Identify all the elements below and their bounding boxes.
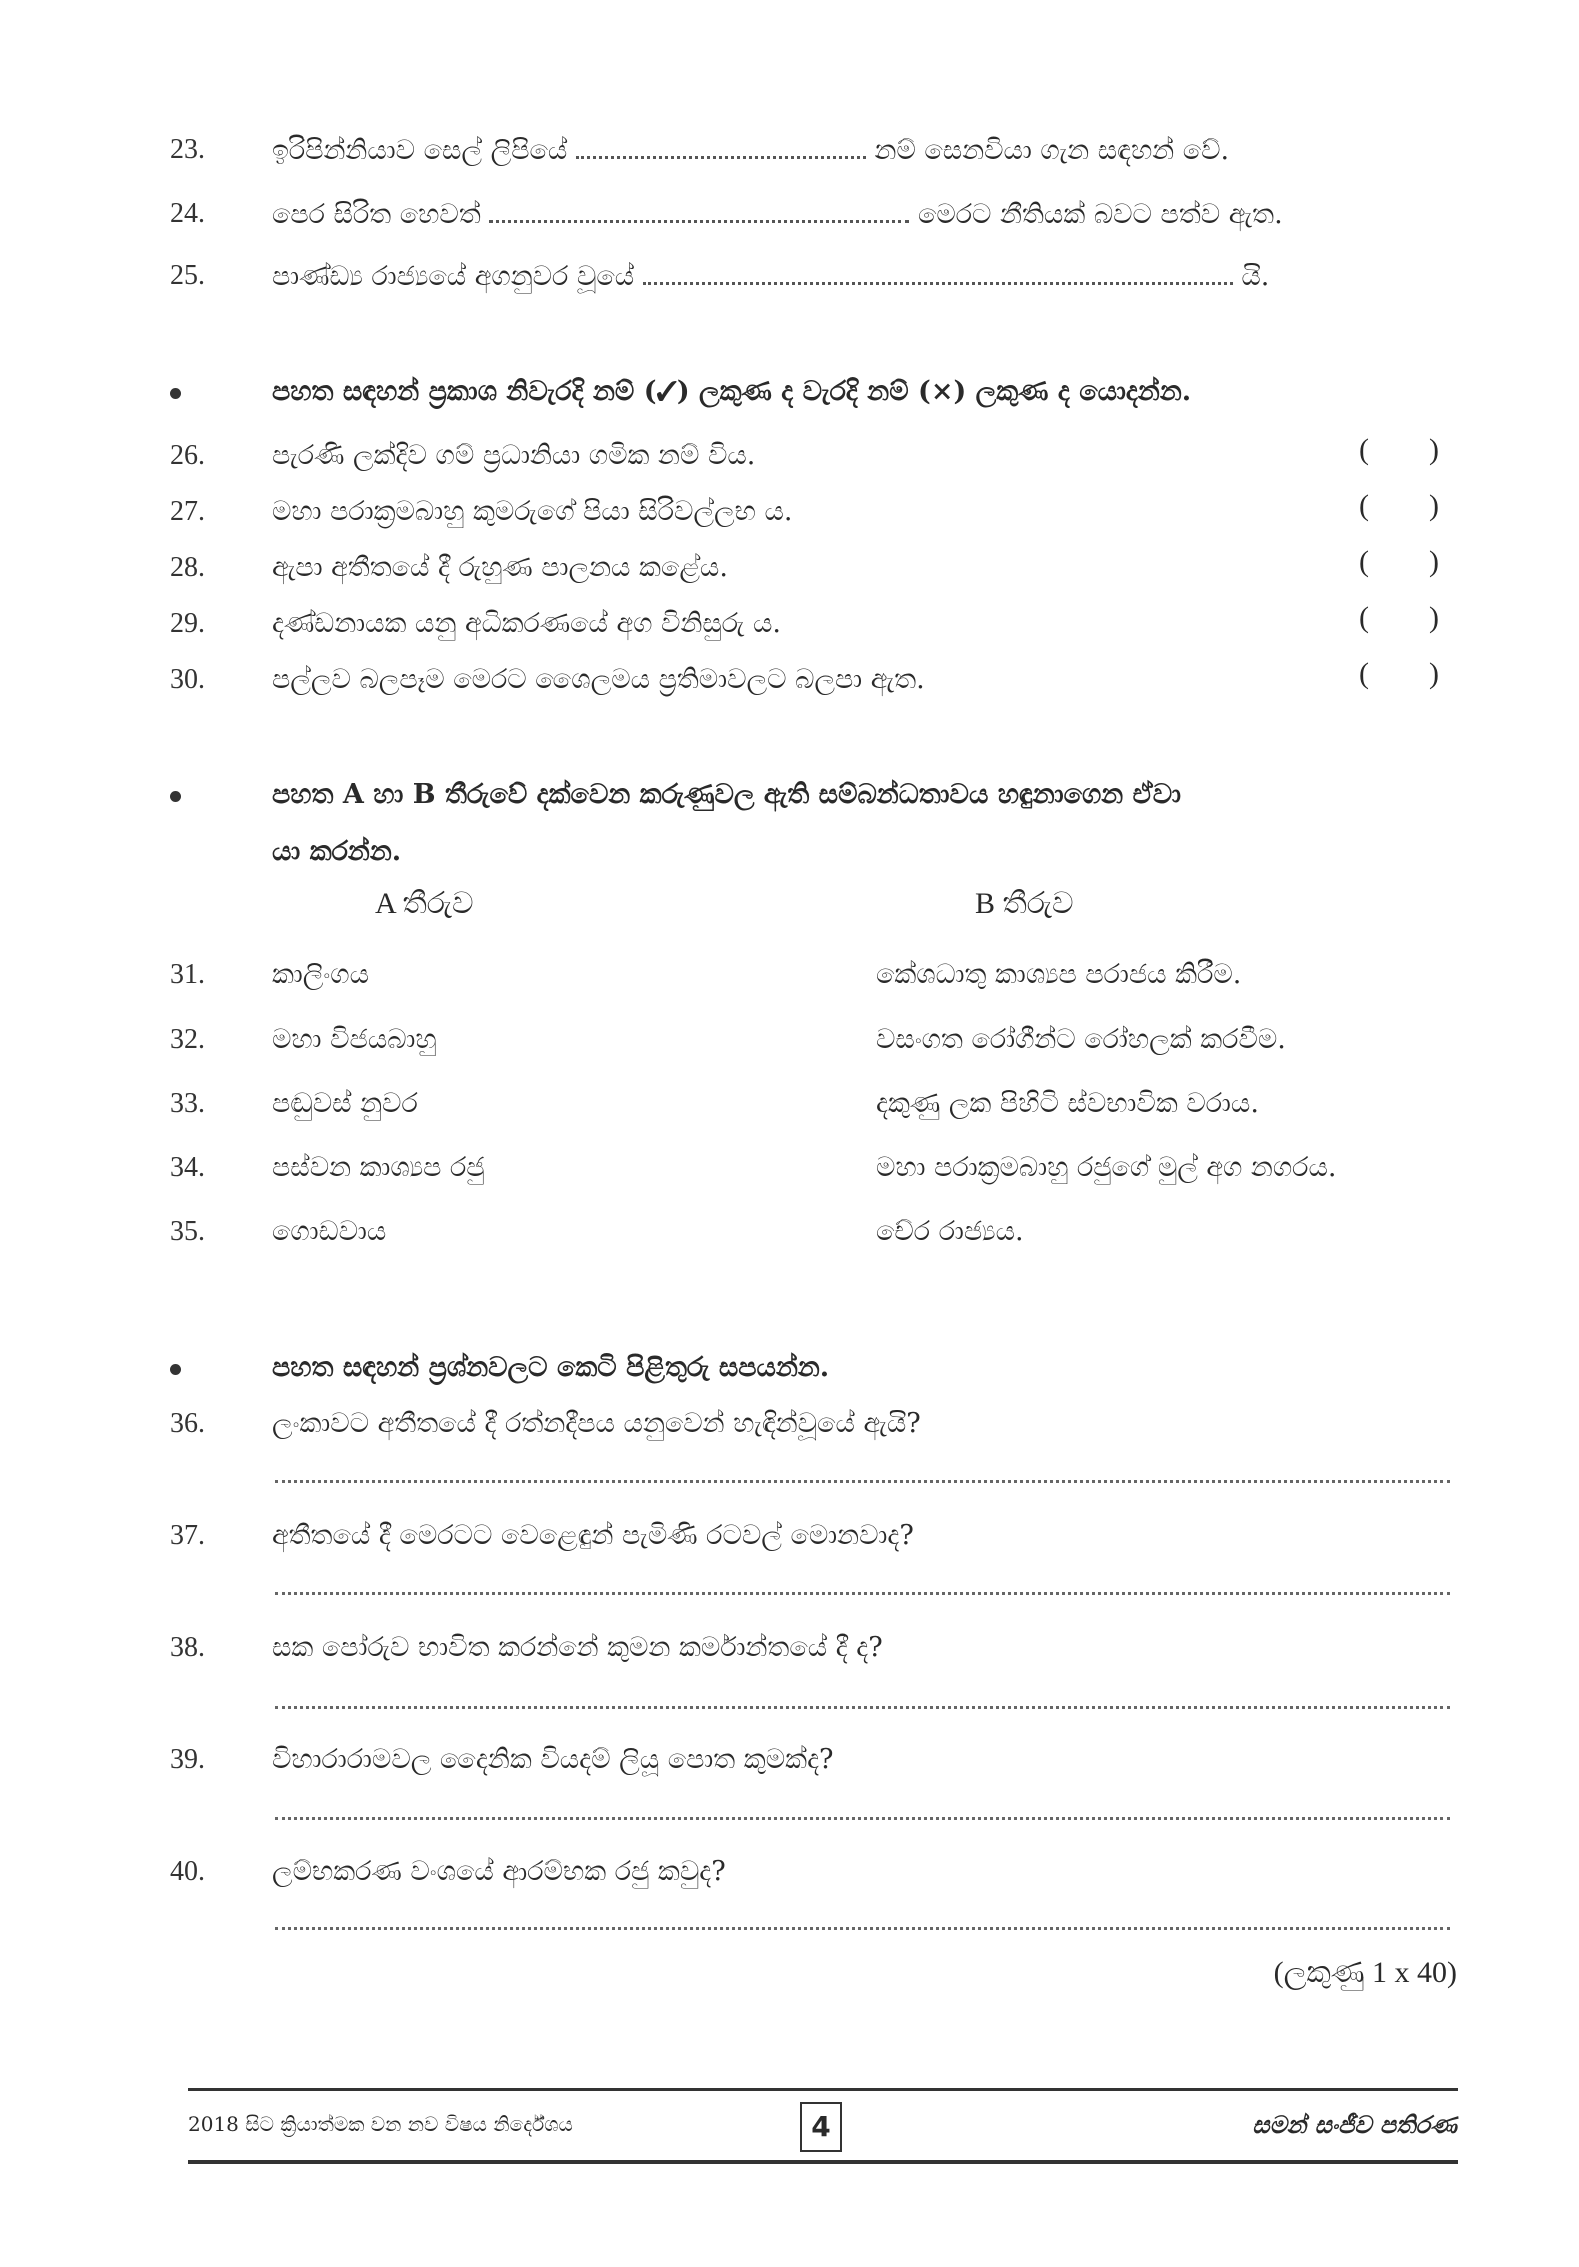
question-number: 28. [170,552,205,583]
question-text: අතීතයේ දී මෙරටට වෙළෙඳුන් පැමිණි රටවල් මොනවාද? [272,1520,914,1551]
column-a-header: A තීරුව [375,887,474,920]
matching-row-32 [170,1020,1459,1060]
question-30 [170,657,1459,700]
question-text: පැරණි ලක්දිව ගම් ප්‍රධානියා ගමික නම් විය. [272,440,756,471]
answer-blank[interactable] [643,256,1233,285]
footer-bottom-rule [188,2160,1458,2164]
answer-blank[interactable] [576,130,866,159]
question-text-after: මෙරට නීතියක් බවට පත්ව ඇත. [917,199,1283,230]
question-number: 24. [170,198,205,229]
matching-row-33 [170,1084,1459,1124]
question-24 [170,194,1459,234]
column-a-item[interactable]: පඬුවස් නුවර [272,1088,418,1119]
column-a-item[interactable]: ගොඩවාය [272,1216,387,1247]
answer-line[interactable] [275,1704,1450,1709]
question-text: පල්ලව බලපෑම මෙරට ශෛලමය ප්‍රතිමාවලට බලපා ඇත. [272,664,925,695]
answer-line[interactable] [275,1925,1450,1930]
question-number: 40. [170,1856,205,1887]
short-answer-instruction: පහත සඳහන් ප්‍රශ්නවලට කෙටි පිළිතුරු සපයන්න. [170,1348,1459,1388]
question-number: 27. [170,496,205,527]
answer-line[interactable] [275,1590,1450,1595]
column-a-item[interactable]: මහා විජයබාහු [272,1024,437,1055]
question-text: විහාරාරාමවල දෛනික වියදම් ලියූ පොත කුමක්ද? [272,1744,834,1775]
answer-bracket[interactable]: ( ) [1359,601,1439,634]
question-text-before: ඉරිපින්නියාව සෙල් ලිපියේ [272,135,568,166]
column-a-item[interactable]: පස්වන කාශ්‍යප රජු [272,1152,485,1183]
matching-instruction-line1: පහත A හා B තීරුවේ දක්වෙන කරුණුවල ඇති සම්බන්ධතාවය හඳුනාගෙන ඒවා [170,775,1459,815]
answer-line[interactable] [275,1815,1450,1820]
footer-author: සමන් සංජීව පතිරණ [1252,2110,1457,2139]
question-39 [170,1740,1459,1780]
question-25 [170,256,1459,296]
true-false-instruction: පහත සඳහන් ප්‍රකාශ නිවැරදි නම් (✓) ලකුණ ද වැරදි නම් (×) ලකුණ ද යොදන්න. [170,372,1459,412]
marks-allocation: (ලකුණු 1 x 40) [1273,1956,1457,1989]
column-b-item[interactable]: කේශධාතු කාශ්‍යප පරාජය කිරීම. [876,959,1242,990]
question-number: 29. [170,608,205,639]
matching-row-34 [170,1148,1459,1188]
column-b-item[interactable]: මහා පරාක්‍රමබාහු රජුගේ මුල් අග නගරය. [876,1152,1337,1183]
answer-bracket[interactable]: ( ) [1359,545,1439,578]
question-number: 38. [170,1632,205,1663]
page-number: 4 [800,2102,842,2152]
question-37 [170,1516,1459,1556]
question-40 [170,1852,1459,1892]
matching-instruction-line2: යා කරන්න. [272,836,402,867]
question-28 [170,545,1459,588]
question-23 [170,130,1459,170]
question-number: 23. [170,134,205,165]
question-number: 33. [170,1088,205,1119]
question-number: 35. [170,1216,205,1247]
column-b-item[interactable]: දකුණු ලක පිහිටි ස්වභාවික වරාය. [876,1088,1259,1119]
answer-line[interactable] [275,1478,1450,1483]
question-text: ලම්භකරණ වංශයේ ආරම්භක රජු කවුද? [272,1856,726,1887]
matching-row-31 [170,955,1459,995]
question-number: 25. [170,260,205,291]
question-number: 36. [170,1408,205,1439]
bullet-icon [170,791,181,802]
bullet-icon [170,1364,181,1375]
question-27 [170,489,1459,532]
question-text: දණ්ඩනායක යනු අධිකරණයේ අග විනිසුරු ය. [272,608,781,639]
question-number: 32. [170,1024,205,1055]
question-number: 30. [170,664,205,695]
answer-bracket[interactable]: ( ) [1359,489,1439,522]
footer-syllabus-text: 2018 සිට ක්‍රියාත්මක වන නව විෂය නිර්දේශය [188,2112,573,2136]
question-text-after: නම් සෙනවියා ගැන සඳහන් වේ. [874,135,1230,166]
question-38 [170,1628,1459,1668]
question-number: 26. [170,440,205,471]
question-text: සක පෝරුව භාවිත කරන්නේ කුමන කර්මාන්තයේ දී ද? [272,1632,883,1663]
column-a-item[interactable]: කාලිංගය [272,959,369,990]
answer-blank[interactable] [489,194,909,223]
column-b-header: B තීරුව [975,887,1074,920]
matching-column-headers [170,884,1459,924]
question-number: 37. [170,1520,205,1551]
question-29 [170,601,1459,644]
matching-row-35 [170,1212,1459,1252]
question-26 [170,433,1459,476]
column-b-item[interactable]: චේර රාජ්‍යය. [876,1216,1024,1247]
question-36 [170,1404,1459,1444]
question-text-before: පාණ්ඩ්‍ය රාජ්‍යයේ අගනුවර වූයේ [272,261,635,292]
question-text: මහා පරාක්‍රමබාහු කුමරුගේ පියා සිරිවල්ලභ ය. [272,496,793,527]
answer-bracket[interactable]: ( ) [1359,433,1439,466]
bullet-icon [170,388,181,399]
answer-bracket[interactable]: ( ) [1359,657,1439,690]
question-text: ලංකාවට අතීතයේ දී රත්නදීපය යනුවෙන් හැඳින්වූයේ ඇයි? [272,1408,921,1439]
column-b-item[interactable]: වසංගත රෝගීන්ට රෝහලක් කරවීම. [876,1024,1286,1055]
footer-top-rule [188,2088,1458,2091]
question-number: 31. [170,959,205,990]
question-text: ඇපා අතීතයේ දී රුහුණ පාලනය කළේය. [272,552,728,583]
question-text-before: පෙර සිරිත හෙවත් [272,199,481,230]
question-text-after: යි. [1241,261,1270,292]
question-number: 34. [170,1152,205,1183]
question-number: 39. [170,1744,205,1775]
